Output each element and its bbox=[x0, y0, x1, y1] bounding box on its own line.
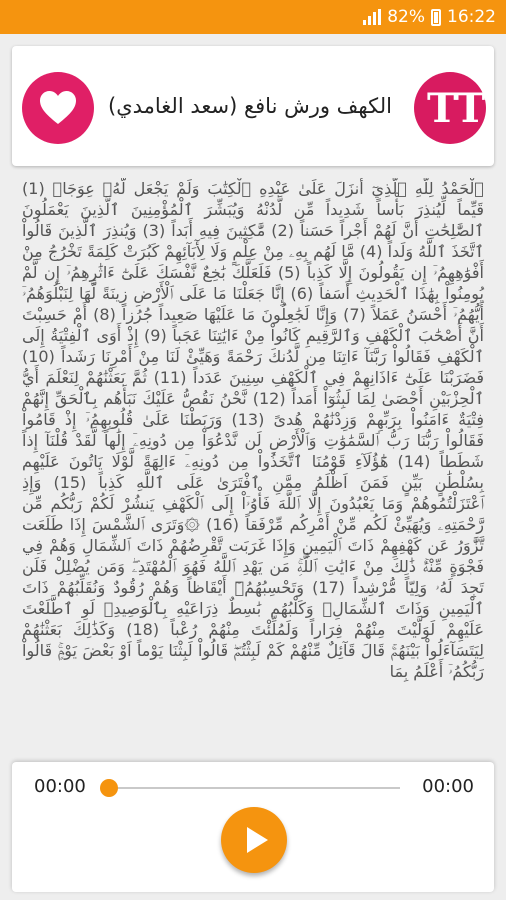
clock: 16:22 bbox=[447, 7, 496, 27]
play-icon bbox=[221, 807, 287, 873]
current-time: 00:00 bbox=[34, 776, 86, 797]
battery-icon bbox=[431, 9, 441, 26]
surah-text-area[interactable] bbox=[12, 178, 494, 760]
total-time: 00:00 bbox=[422, 776, 474, 797]
seek-thumb[interactable] bbox=[100, 779, 118, 797]
status-bar bbox=[0, 0, 506, 34]
heart-icon bbox=[38, 90, 78, 126]
page-title: الكهف ورش نافع (سعد الغامدي) bbox=[108, 94, 392, 118]
header-card bbox=[12, 46, 494, 166]
signal-icon bbox=[363, 9, 381, 25]
play-button[interactable] bbox=[221, 807, 287, 873]
seek-bar[interactable] bbox=[108, 787, 400, 789]
surah-text: ٱلْحَمْدُ لِلَّهِ ٱلَّذِيٓ أَنزَلَ عَلَىٰ عَبْدِهِ ٱلْكِتَٰبَ وَلَمْ يَجْعَل لَّهُۥ عِوَجَاۜ (1) قَيِّماً لِّيُنذِرَ بَأْساً شَدِيداً مِّن لَّدُنْهُ وَيُبَشِّرَ ٱلْمُؤْمِنِينَ ٱلَّذِينَ يَعْمَلُونَ ٱلصَّٰلِحَٰتِ أَنَّ لَهُمْ أَجْراً حَسَناً (2) مَّٰكِثِينَ فِيهِ أَبَداً (3) وَيُنذِرَ ٱلَّذِينَ قَالُواْ ٱتَّخَذَ ٱللَّهُ وَلَداً (4) مَّا لَهُم بِهِۦ مِنْ عِلْمٍ وَلَا لِأٓبَآئِهِمْ كَبُرَتْ كَلِمَةً تَخْرُجُ مِنْ أَفْوَٰهِهِمُۥٓ إِن يَقُولُونَ إِلَّا كَذِباً (5) فَلَعَلَّكَ بَٰخِعٌ نَّفْسَكَ عَلَىٰٓ ءَاثَٰرِهِمُۥٓ إِن لَّمْ يُومِنُواْ بِهَٰذَا ٱلْحَدِيثِ أَسَفاً (6) إِنَّا جَعَلْنَا مَا عَلَى ٱلْأَرْضِ زِينَةً لَّهَا لِنَبْلُوَهُمُۥٓ أَيُّهُمُۥٓ أَحْسَنُ عَمَلاً (7) وَإِنَّا لَجَٰعِلُونَ مَا عَلَيْهَا صَعِيداً جُرُزاً (8) أَمْ حَسِبْتَ أَنَّ أَصْحَٰبَ ٱلْكَهْفِ وَٱلرَّقِيمِ كَانُواْ مِنْ ءَايَٰتِنَا عَجَباً (9) إِذْ أَوَى ٱلْفِتْيَةُ إِلَى ٱلْكَهْفِ فَقَالُواْ رَبَّنَآ ءَاتِنَا مِن لَّدُنكَ رَحْمَةً وَهَيِّئْ لَنَا مِنْ أَمْرِنَا رَشَداً (10) فَضَرَبْنَا عَلَىٰٓ ءَاذَانِهِمْ فِي ٱلْكَهْفِ سِنِينَ عَدَداً (11) ثُمَّ بَعَثْنَٰهُمْ لِنَعْلَمَ أَيُّ ٱلْحِزْبَيْنِ أَحْصَىٰ لِمَا لَبِثُوٓاْ أَمَداً (12) نَّحْنُ نَقُصُّ عَلَيْكَ نَبَأَهُم بِٱلْحَقِّ إِنَّهُمْ فِتْيَةٌ ءَامَنُواْ بِرَبِّهِمْ وَزِدْنَٰهُمْ هُدىً (13) وَرَبَطْنَا عَلَىٰ قُلُوبِهِمُۥٓ إِذْ قَامُواْ فَقَالُواْ رَبُّنَا رَبُّ ٱلسَّمَٰوَٰتِ وَٱلْأَرْضِ لَن نَّدْعُوَاْ مِن دُونِهِۦٓ إِلَٰهاً لَّقَدْ قُلْنَآ إِذاً شَطَطاً (14) هَٰٓؤُلَآءِ قَوْمُنَا ٱتَّخَذُواْ مِن دُونِهِۦٓ ءَالِهَةً لَّوْلَا يَاتُونَ عَلَيْهِم بِسُلْطَٰنٍ بَيِّنٍ فَمَنَ اَظْلَمُ مِمَّنِ ٱفْتَرَىٰ عَلَى ٱللَّهِ كَذِباً (15) وَإِذِ ٱعْتَزَلْتُمُوهُمْ وَمَا يَعْبُدُونَ إِلَّا ٱللَّهَ فَأْوُۥٓاْ إِلَى ٱلْكَهْفِ يَنشُرْ لَكُمْ رَبُّكُم مِّن رَّحْمَتِهِۦ وَيُهَيِّئْ لَكُم مِّنْ أَمْرِكُم مِّرْفَقاً (16) ۞وَتَرَى ٱلشَّمْسَ إِذَا طَلَعَت تَّزَّٰوَرُ عَن كَهْفِهِمْ ذَاتَ ٱلْيَمِينِ وَإِذَا غَرَبَت تَّقْرِضُهُمْ ذَاتَ ٱلشِّمَالِ وَهُمْ فِي فَجْوَةٍ مِّنْهُۚ ذَٰلِكَ مِنْ ءَايَٰتِ ٱللَّهِۚ مَن يَهْدِ ٱللَّهُ فَهُوَ ٱلْمُهْتَدِۦۖ وَمَن يُضْلِلْ فَلَن تَجِدَ لَهُۥ وَلِيّاً مُّرْشِداً (17) وَتَحْسِبُهُمُۥٓ أَيْقَاظاً وَهُمْ رُقُودٌ وَنُقَلِّبُهُمْ ذَاتَ ٱلْيَمِينِ وَذَاتَ ٱلشِّمَالِۖ وَكَلْبُهُم بَٰسِطٌ ذِرَاعَيْهِ بِٱلْوَصِيدِۚ لَوِ ٱطَّلَعْتَ عَلَيْهِمْ لَوَلَّيْتَ مِنْهُمْ فِرَاراً وَلَمُلِّئْتَ مِنْهُمْ رُعْباً (18) وَكَذَٰلِكَ بَعَثْنَٰهُمْ لِيَتَسَآءَلُواْ بَيْنَهُمْۚ قَالَ قَآئِلٌ مِّنْهُمْ كَمْ لَبِثْتُمْۖ قَالُواْ لَبِثْنَا يَوْماً اَوْ بَعْضَ يَوْمٍۚ قَالُواْ رَبُّكُمُۥٓ أَعْلَمُ بِمَا bbox=[22, 179, 485, 681]
favorite-button[interactable] bbox=[22, 72, 94, 144]
audio-player bbox=[12, 762, 494, 892]
svg-text:TT: TT bbox=[427, 85, 486, 132]
app-logo bbox=[414, 72, 486, 144]
battery-percent: 82% bbox=[387, 7, 425, 27]
